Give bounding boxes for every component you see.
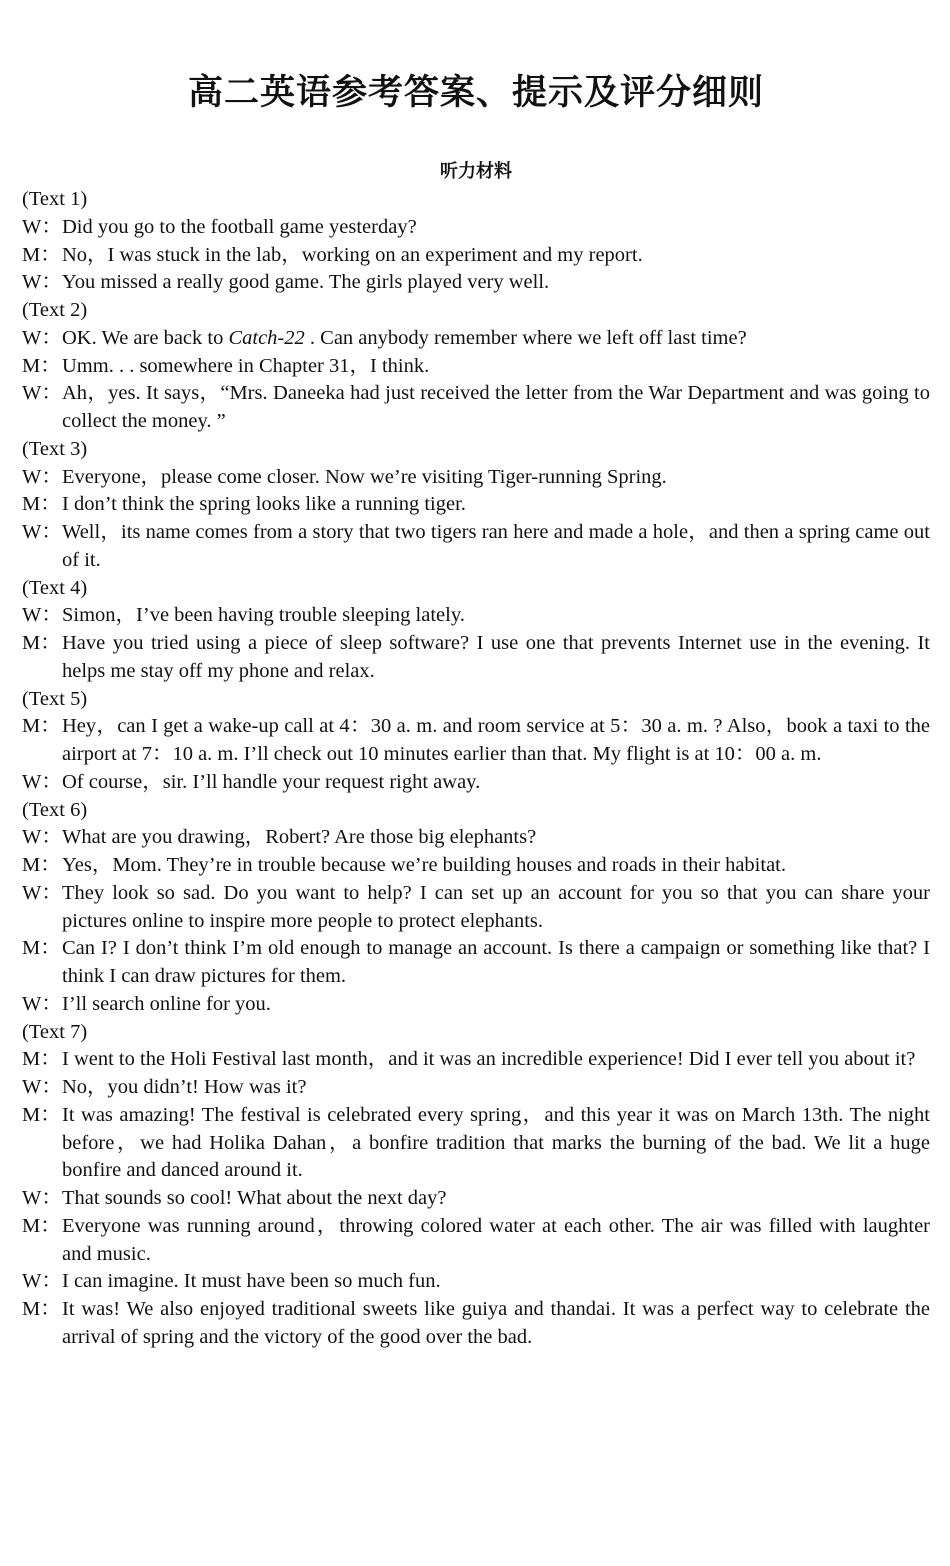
speaker-label: W： — [22, 326, 62, 349]
speaker-label: W： — [22, 770, 62, 793]
dialogue-turn — [22, 991, 930, 1019]
speaker-label: W： — [22, 1187, 62, 1209]
speaker-label: M： — [22, 632, 61, 654]
speaker-label: W： — [22, 604, 62, 627]
utterance-text: Well，its name comes from a story that two tigers ran here and made a hole，and then a spring came out of it. — [62, 521, 930, 571]
page-title: 高二英语参考答案、提示及评分细则 — [187, 73, 764, 113]
dialogue-turn — [22, 880, 930, 936]
dialogue-turn — [22, 491, 930, 519]
speaker-label: M： — [22, 937, 61, 960]
speaker-label: M： — [22, 854, 61, 876]
utterance-text: No，I was stuck in the lab，working on an experiment and my report. — [62, 243, 643, 266]
text-section-label: (Text 5) — [22, 687, 88, 710]
speaker-label: W： — [22, 382, 62, 405]
dialogue-turn — [22, 1046, 930, 1074]
dialogue-turn — [22, 602, 930, 630]
dialogue-turn — [22, 1268, 930, 1296]
utterance-text: No，you didn’t! How was it? — [62, 1076, 307, 1098]
dialogue-turn — [22, 1213, 930, 1269]
section-heading: 听力材料 — [440, 161, 512, 182]
utterance-text: Ah，yes. It says，“Mrs. Daneeka had just received the letter from the War Department and was going to collect the money. ” — [62, 382, 930, 432]
dialogue-turn — [22, 1074, 930, 1102]
utterance-text: OK. We are back to Catch-22 . Can anybody remember where we left off last time? — [62, 326, 747, 349]
speaker-label: W： — [22, 881, 62, 904]
speaker-label: W： — [22, 271, 62, 294]
speaker-label: M： — [22, 354, 61, 377]
text-section-label: (Text 4) — [22, 576, 88, 599]
speaker-label: W： — [22, 215, 62, 238]
speaker-label: M： — [22, 1214, 61, 1237]
speaker-label: W： — [22, 1076, 62, 1098]
speaker-label: W： — [22, 1270, 62, 1293]
speaker-label: M： — [22, 1298, 61, 1320]
speaker-label: M： — [22, 493, 61, 516]
utterance-text: Umm. . . somewhere in Chapter 31，I think. — [62, 354, 430, 377]
utterance-text: Everyone was running around，throwing colored water at each other. The air was filled with laughter and music. — [62, 1214, 930, 1265]
dialogue-turn — [22, 769, 930, 797]
speaker-label: M： — [22, 1103, 61, 1126]
dialogue-turn — [22, 824, 930, 852]
dialogue-turn — [22, 325, 930, 353]
dialogue-turn — [22, 1296, 930, 1352]
speaker-label: W： — [22, 465, 62, 488]
utterance-text: Have you tried using a piece of sleep software? I use one that prevents Internet use in the evening. It helps me stay off my phone and relax. — [62, 632, 930, 682]
document-page — [0, 72, 950, 1352]
utterance-text: I can imagine. It must have been so much fun. — [62, 1270, 441, 1293]
utterance-text: It was! We also enjoyed traditional sweets like guiya and thandai. It was a perfect way to celebrate the arrival of spring and the victory of the good over the bad. — [62, 1298, 930, 1348]
dialogue-turn — [22, 242, 930, 270]
speaker-label: W： — [22, 521, 62, 543]
text-section-label: (Text 7) — [22, 1020, 88, 1043]
utterance-text: They look so sad. Do you want to help? I can set up an account for you so that you can share your pictures online to inspire more people to protect elephants. — [62, 881, 930, 932]
dialogue-turn — [22, 852, 930, 880]
utterance-text: Of course，sir. I’ll handle your request right away. — [62, 770, 481, 793]
text-section-label: (Text 3) — [22, 437, 88, 460]
dialogue-turn — [22, 464, 930, 492]
dialogue-turn — [22, 713, 930, 769]
utterance-text: That sounds so cool! What about the next day? — [62, 1187, 447, 1209]
utterance-text: I went to the Holi Festival last month，and it was an incredible experience! Did I ever tell you about it? — [62, 1048, 916, 1071]
dialogue-turn — [22, 1102, 930, 1185]
utterance-text: I don’t think the spring looks like a running tiger. — [62, 493, 466, 516]
speaker-label: M： — [22, 243, 61, 266]
utterance-text: Simon，I’ve been having trouble sleeping lately. — [62, 604, 465, 627]
speaker-label: W： — [22, 826, 62, 849]
utterance-text: Everyone，please come closer. Now we’re visiting Tiger-running Spring. — [62, 465, 667, 488]
speaker-label: M： — [22, 715, 61, 738]
text-section-label: (Text 1) — [22, 188, 88, 210]
utterance-text: It was amazing! The festival is celebrated every spring，and this year it was on March 13th. The night before，we had Holika Dahan，a bonfire tradition that marks the burning of the bad. We lit a huge bonfire and danced around it. — [62, 1103, 930, 1182]
dialogue-turn — [22, 935, 930, 991]
utterance-text: Did you go to the football game yesterday? — [62, 215, 417, 238]
speaker-label: M： — [22, 1048, 61, 1071]
speaker-label: W： — [22, 992, 62, 1015]
dialogue-turn — [22, 353, 930, 381]
utterance-text: You missed a really good game. The girls played very well. — [62, 271, 550, 294]
dialogue-turn — [22, 630, 930, 686]
utterance-text: Yes，Mom. They’re in trouble because we’re building houses and roads in their habitat. — [62, 854, 786, 876]
text-section-label: (Text 6) — [22, 798, 88, 821]
dialogue-turn — [22, 269, 930, 297]
utterance-text: I’ll search online for you. — [62, 992, 271, 1015]
utterance-text: Can I? I don’t think I’m old enough to manage an account. Is there a campaign or something like that? I think I can draw pictures for them. — [62, 937, 930, 987]
utterance-text: What are you drawing，Robert? Are those big elephants? — [62, 826, 537, 849]
text-section-label: (Text 2) — [22, 299, 88, 321]
dialogue-turn — [22, 1185, 930, 1213]
dialogue-turn — [22, 380, 930, 436]
utterance-text: Hey，can I get a wake-up call at 4：30 a. m. and room service at 5：30 a. m. ? Also，book a taxi to the airport at 7：10 a. m. I’ll check out 10 minutes earlier than that. My flight is at 10：00 a. m. — [62, 715, 930, 765]
dialogue-turn — [22, 214, 930, 242]
listening-transcript — [22, 186, 930, 1352]
dialogue-turn — [22, 519, 930, 575]
